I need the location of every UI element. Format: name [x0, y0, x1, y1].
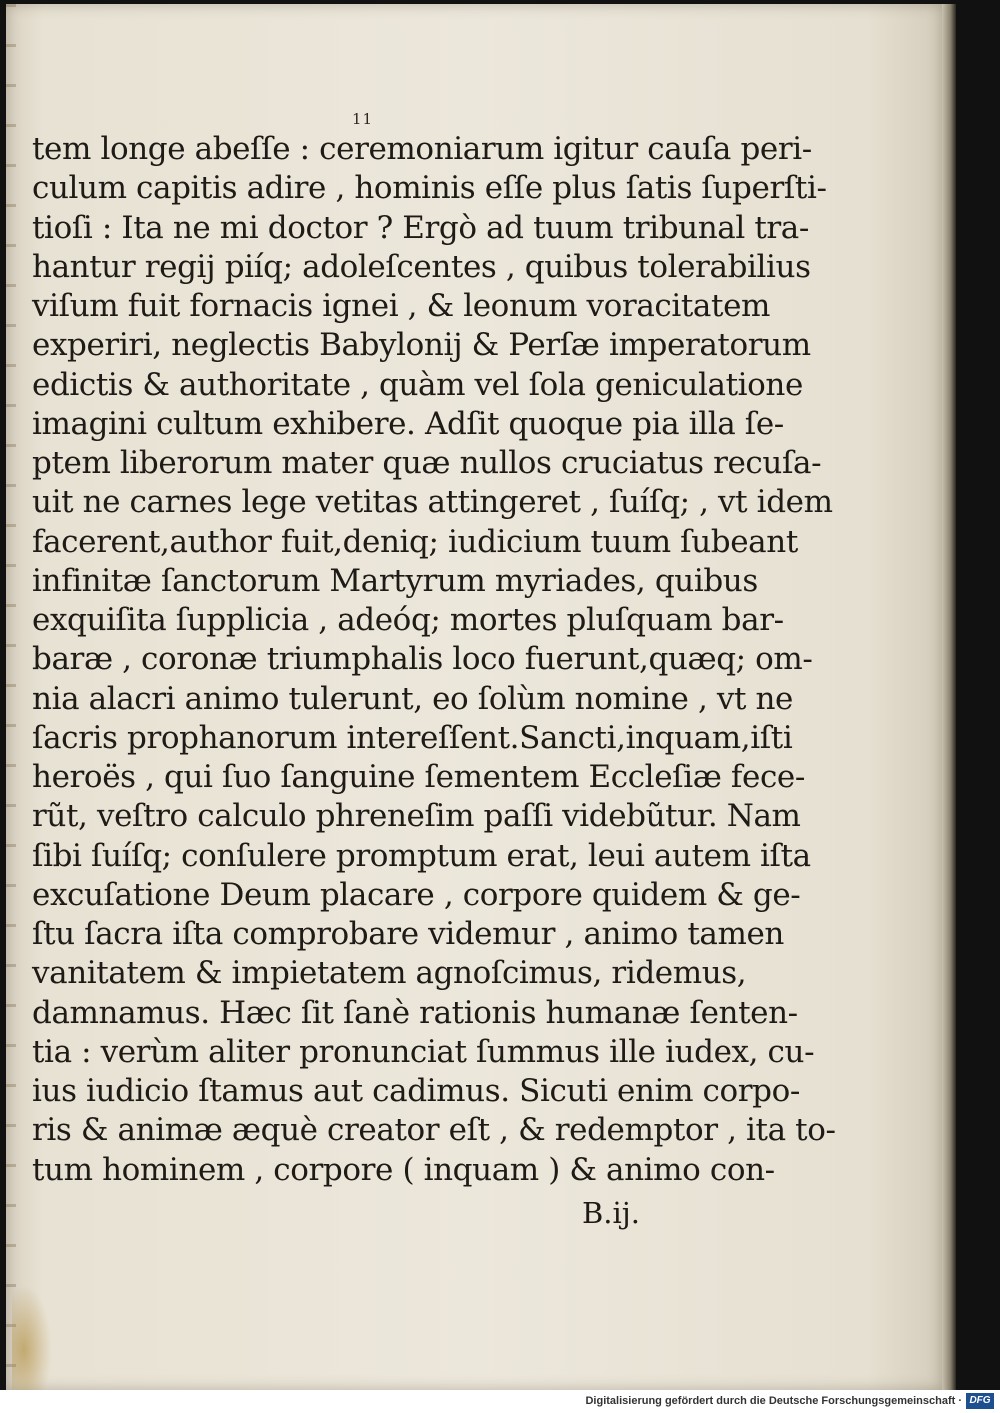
text-line: ſtu ſacra iſta comprobare videmur , animo tamen [32, 916, 784, 952]
text-line: ris & animæ æquè creator eſt , & redemptor , ita to- [32, 1112, 836, 1149]
text-line: excuſatione Deum placare , corpore quidem & ge- [32, 876, 801, 913]
text-line: viſum fuit fornacis ignei , & leonum voracitatem [32, 288, 771, 324]
text-line: infinitæ ſanctorum Martyrum myriades, quibus [32, 562, 758, 599]
text-line: ſibi ſuíſq; conſulere promptum erat, leui autem iſta [32, 837, 811, 874]
text-line: facerent,author fuit,deniq; iudicium tuum ſubeant [32, 523, 798, 560]
text-line: exquiſita ſupplicia , adeóq; mortes pluſquam bar- [32, 602, 784, 638]
text-line: tioſi : Ita ne mi doctor ? Ergò ad tuum tribunal tra- [32, 209, 809, 246]
text-line: rũt, veſtro calculo phreneſim paſſi videbũtur. Nam [32, 798, 801, 835]
text-line: vanitatem & impietatem agnoſcimus, ridemus, [32, 955, 747, 992]
page-stain [12, 1284, 52, 1394]
text-line: tum hominem , corpore ( inquam ) & animo con- [32, 1151, 775, 1188]
catchword: B.ij. [582, 1196, 641, 1230]
text-line: ſacris prophanorum intereſſent.Sancti,inquam,iſti [32, 719, 793, 756]
binding-marks [6, 4, 16, 1390]
text-line: ptem liberorum mater quæ nullos cruciatus recuſa- [32, 445, 822, 481]
text-line: hantur regij piíq; adoleſcentes , quibus tolerabilius [32, 248, 811, 285]
text-line: tem longe abeſſe : ceremoniarum igitur cauſa peri- [32, 131, 812, 167]
text-line: nia alacri animo tulerunt, eo ſolùm nomine , vt ne [32, 680, 793, 717]
text-line: baræ , coronæ triumphalis loco fuerunt,quæq; om- [32, 641, 813, 678]
text-block [32, 130, 836, 1190]
footer-bar [0, 1390, 1000, 1413]
page-edge [942, 4, 956, 1390]
text-line: imagini cultum exhibere. Adſit quoque pia illa ſe- [32, 405, 784, 442]
text-line: damnamus. Hæc ſit ſanè rationis humanæ ſenten- [32, 994, 798, 1031]
text-line: culum capitis adire , hominis eſſe plus ſatis ſuperſti- [32, 170, 827, 207]
text-line: ius iudicio ſtamus aut cadimus. Sicuti enim corpo- [32, 1073, 800, 1109]
text-line: edictis & authoritate , quàm vel ſola geniculatione [32, 366, 803, 403]
text-line: uit ne carnes lege vetitas attingeret , ſuíſq; , vt idem [32, 484, 833, 521]
text-line: tia : verùm aliter pronunciat ſummus ille iudex, cu- [32, 1033, 815, 1070]
page-number: 11 [352, 110, 374, 128]
funding-credit: Digitalisierung gefördert durch die Deutsche Forschungsgemeinschaft · [585, 1395, 962, 1407]
text-line: heroës , qui ſuo ſanguine ſementem Eccleſiæ fece- [32, 759, 805, 795]
text-line: experiri, neglectis Babylonij & Perſæ imperatorum [32, 327, 811, 364]
dfg-logo: DFG [966, 1393, 994, 1409]
